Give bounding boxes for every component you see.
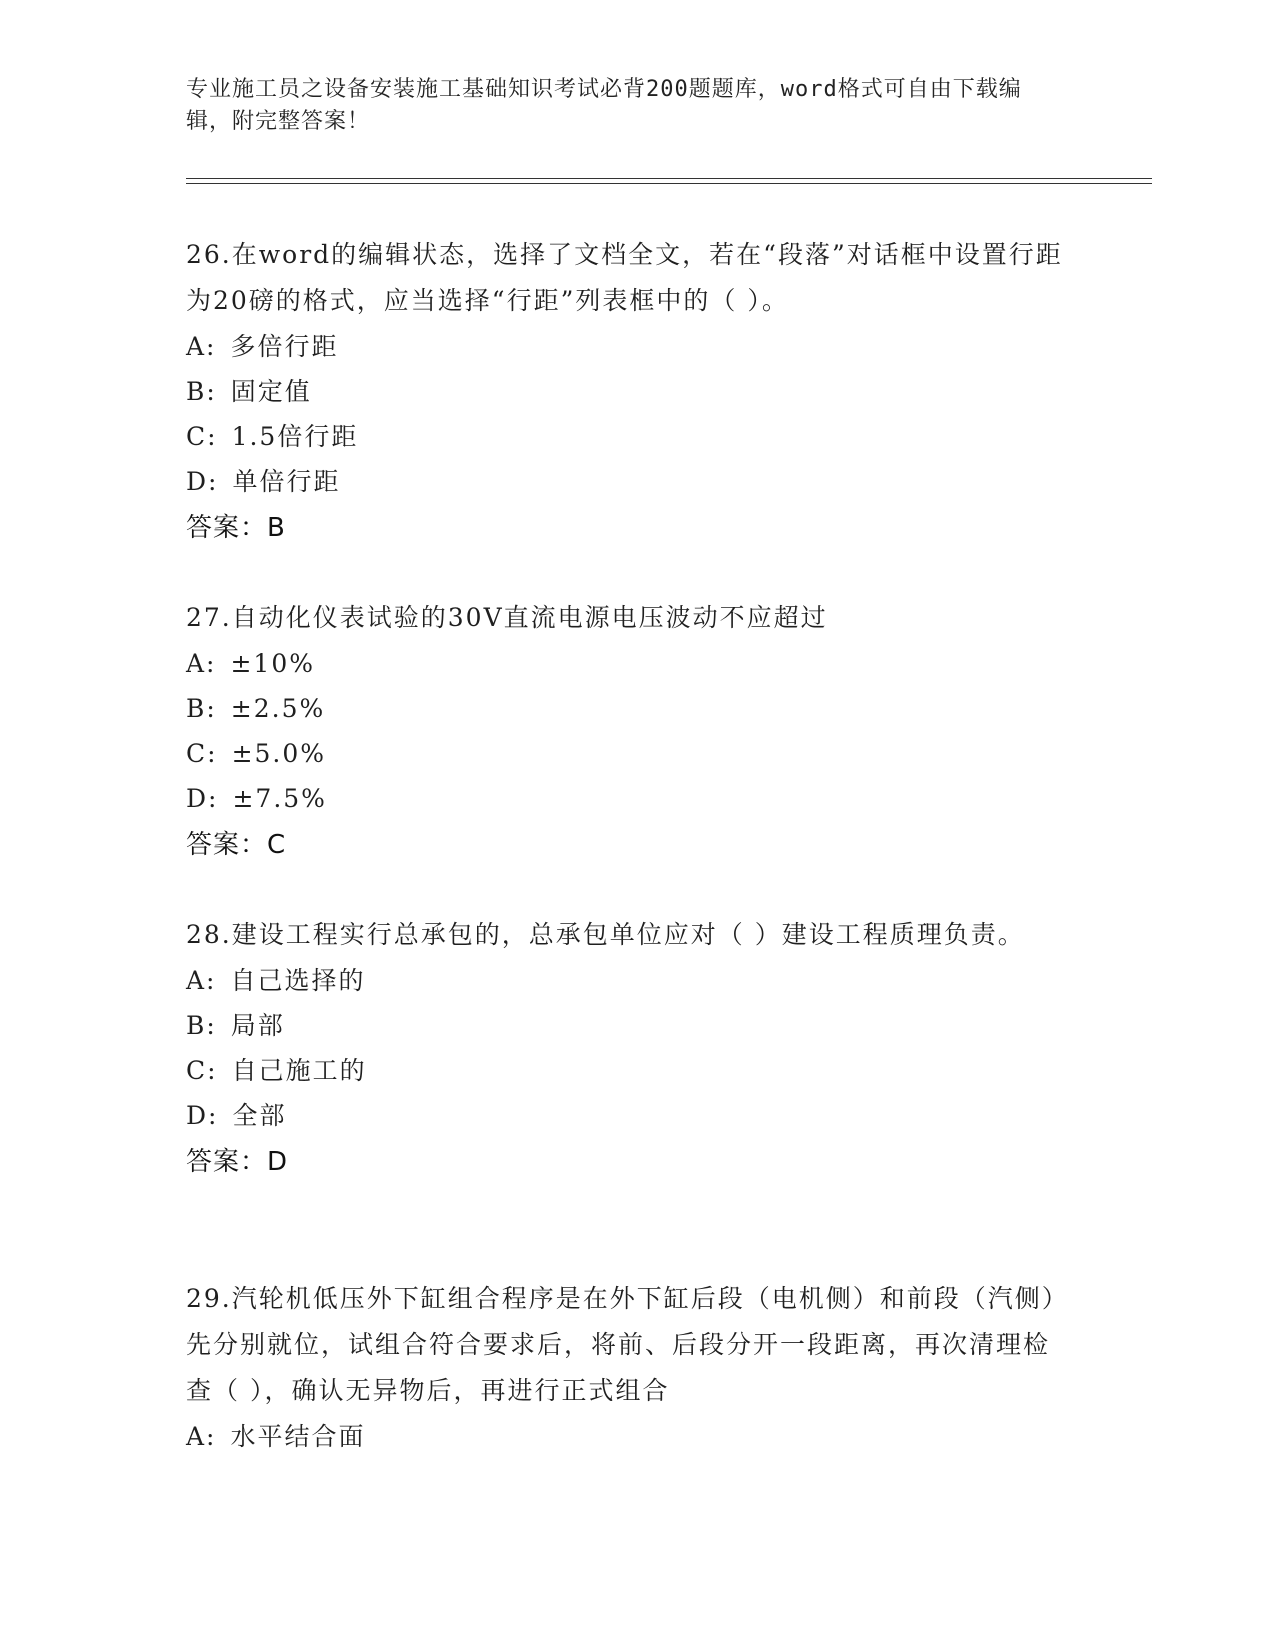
answer-label: 答案：B	[186, 513, 286, 543]
question-text: 27.自动化仪表试验的30V直流电源电压波动不应超过	[186, 603, 828, 632]
option-text: ±7.5%	[232, 784, 327, 813]
option-d	[186, 776, 1066, 821]
option-text: ±5.0%	[231, 739, 327, 768]
option-text: 1.5倍行距	[231, 422, 359, 451]
answer-label: 答案：D	[186, 1147, 289, 1177]
option-a	[186, 641, 1066, 686]
option-text: 局部	[230, 1011, 285, 1040]
answer-label: 答案：C	[186, 830, 287, 860]
option-text: 水平结合面	[230, 1422, 366, 1451]
option-letter: C:	[186, 739, 218, 768]
question-29	[186, 1276, 1066, 1459]
option-letter: D:	[186, 1101, 219, 1130]
option-d	[186, 459, 1066, 504]
option-text: 单倍行距	[232, 467, 341, 496]
option-text: 自己选择的	[230, 966, 366, 995]
option-text: 自己施工的	[231, 1056, 367, 1085]
option-text: 固定值	[230, 377, 312, 406]
header-divider-bottom	[186, 183, 1152, 184]
option-text: 多倍行距	[230, 332, 339, 361]
question-28	[186, 912, 1066, 1185]
option-text: 全部	[232, 1101, 287, 1130]
option-letter: A:	[186, 966, 217, 995]
option-letter: B:	[186, 1011, 217, 1040]
option-b	[186, 1003, 1066, 1048]
option-a	[186, 1414, 1066, 1459]
option-letter: B:	[186, 694, 217, 723]
question-26	[186, 232, 1066, 551]
header-divider-top	[186, 178, 1152, 179]
option-letter: A:	[186, 1422, 217, 1451]
option-a	[186, 958, 1066, 1003]
option-d	[186, 1093, 1066, 1138]
option-text: ±10%	[230, 649, 315, 678]
page-header-title: 专业施工员之设备安装施工基础知识考试必背200题题库，word格式可自由下载编辑，附完整答案！	[186, 77, 1022, 134]
option-letter: A:	[186, 332, 217, 361]
option-letter: C:	[186, 1056, 218, 1085]
question-text: 29.汽轮机低压外下缸组合程序是在外下缸后段（电机侧）和前段（汽侧）先分别就位，试组合符合要求后，将前、后段分开一段距离，再次清理检查（ ），确认无异物后，再进行正式组合	[186, 1284, 1057, 1405]
option-c	[186, 731, 1066, 776]
option-b	[186, 369, 1066, 414]
option-a	[186, 324, 1066, 369]
option-letter: B:	[186, 377, 217, 406]
option-b	[186, 686, 1066, 731]
option-c	[186, 414, 1066, 459]
option-c	[186, 1048, 1066, 1093]
option-letter: A:	[186, 649, 217, 678]
question-text: 26.在word的编辑状态，选择了文档全文，若在“段落”对话框中设置行距为20磅的格式，应当选择“行距”列表框中的（ ）。	[186, 240, 1063, 315]
question-text: 28.建设工程实行总承包的，总承包单位应对（ ）建设工程质理负责。	[186, 920, 1025, 949]
option-letter: D:	[186, 784, 219, 813]
option-text: ±2.5%	[230, 694, 326, 723]
option-letter: C:	[186, 422, 218, 451]
question-27	[186, 595, 1066, 868]
option-letter: D:	[186, 467, 219, 496]
